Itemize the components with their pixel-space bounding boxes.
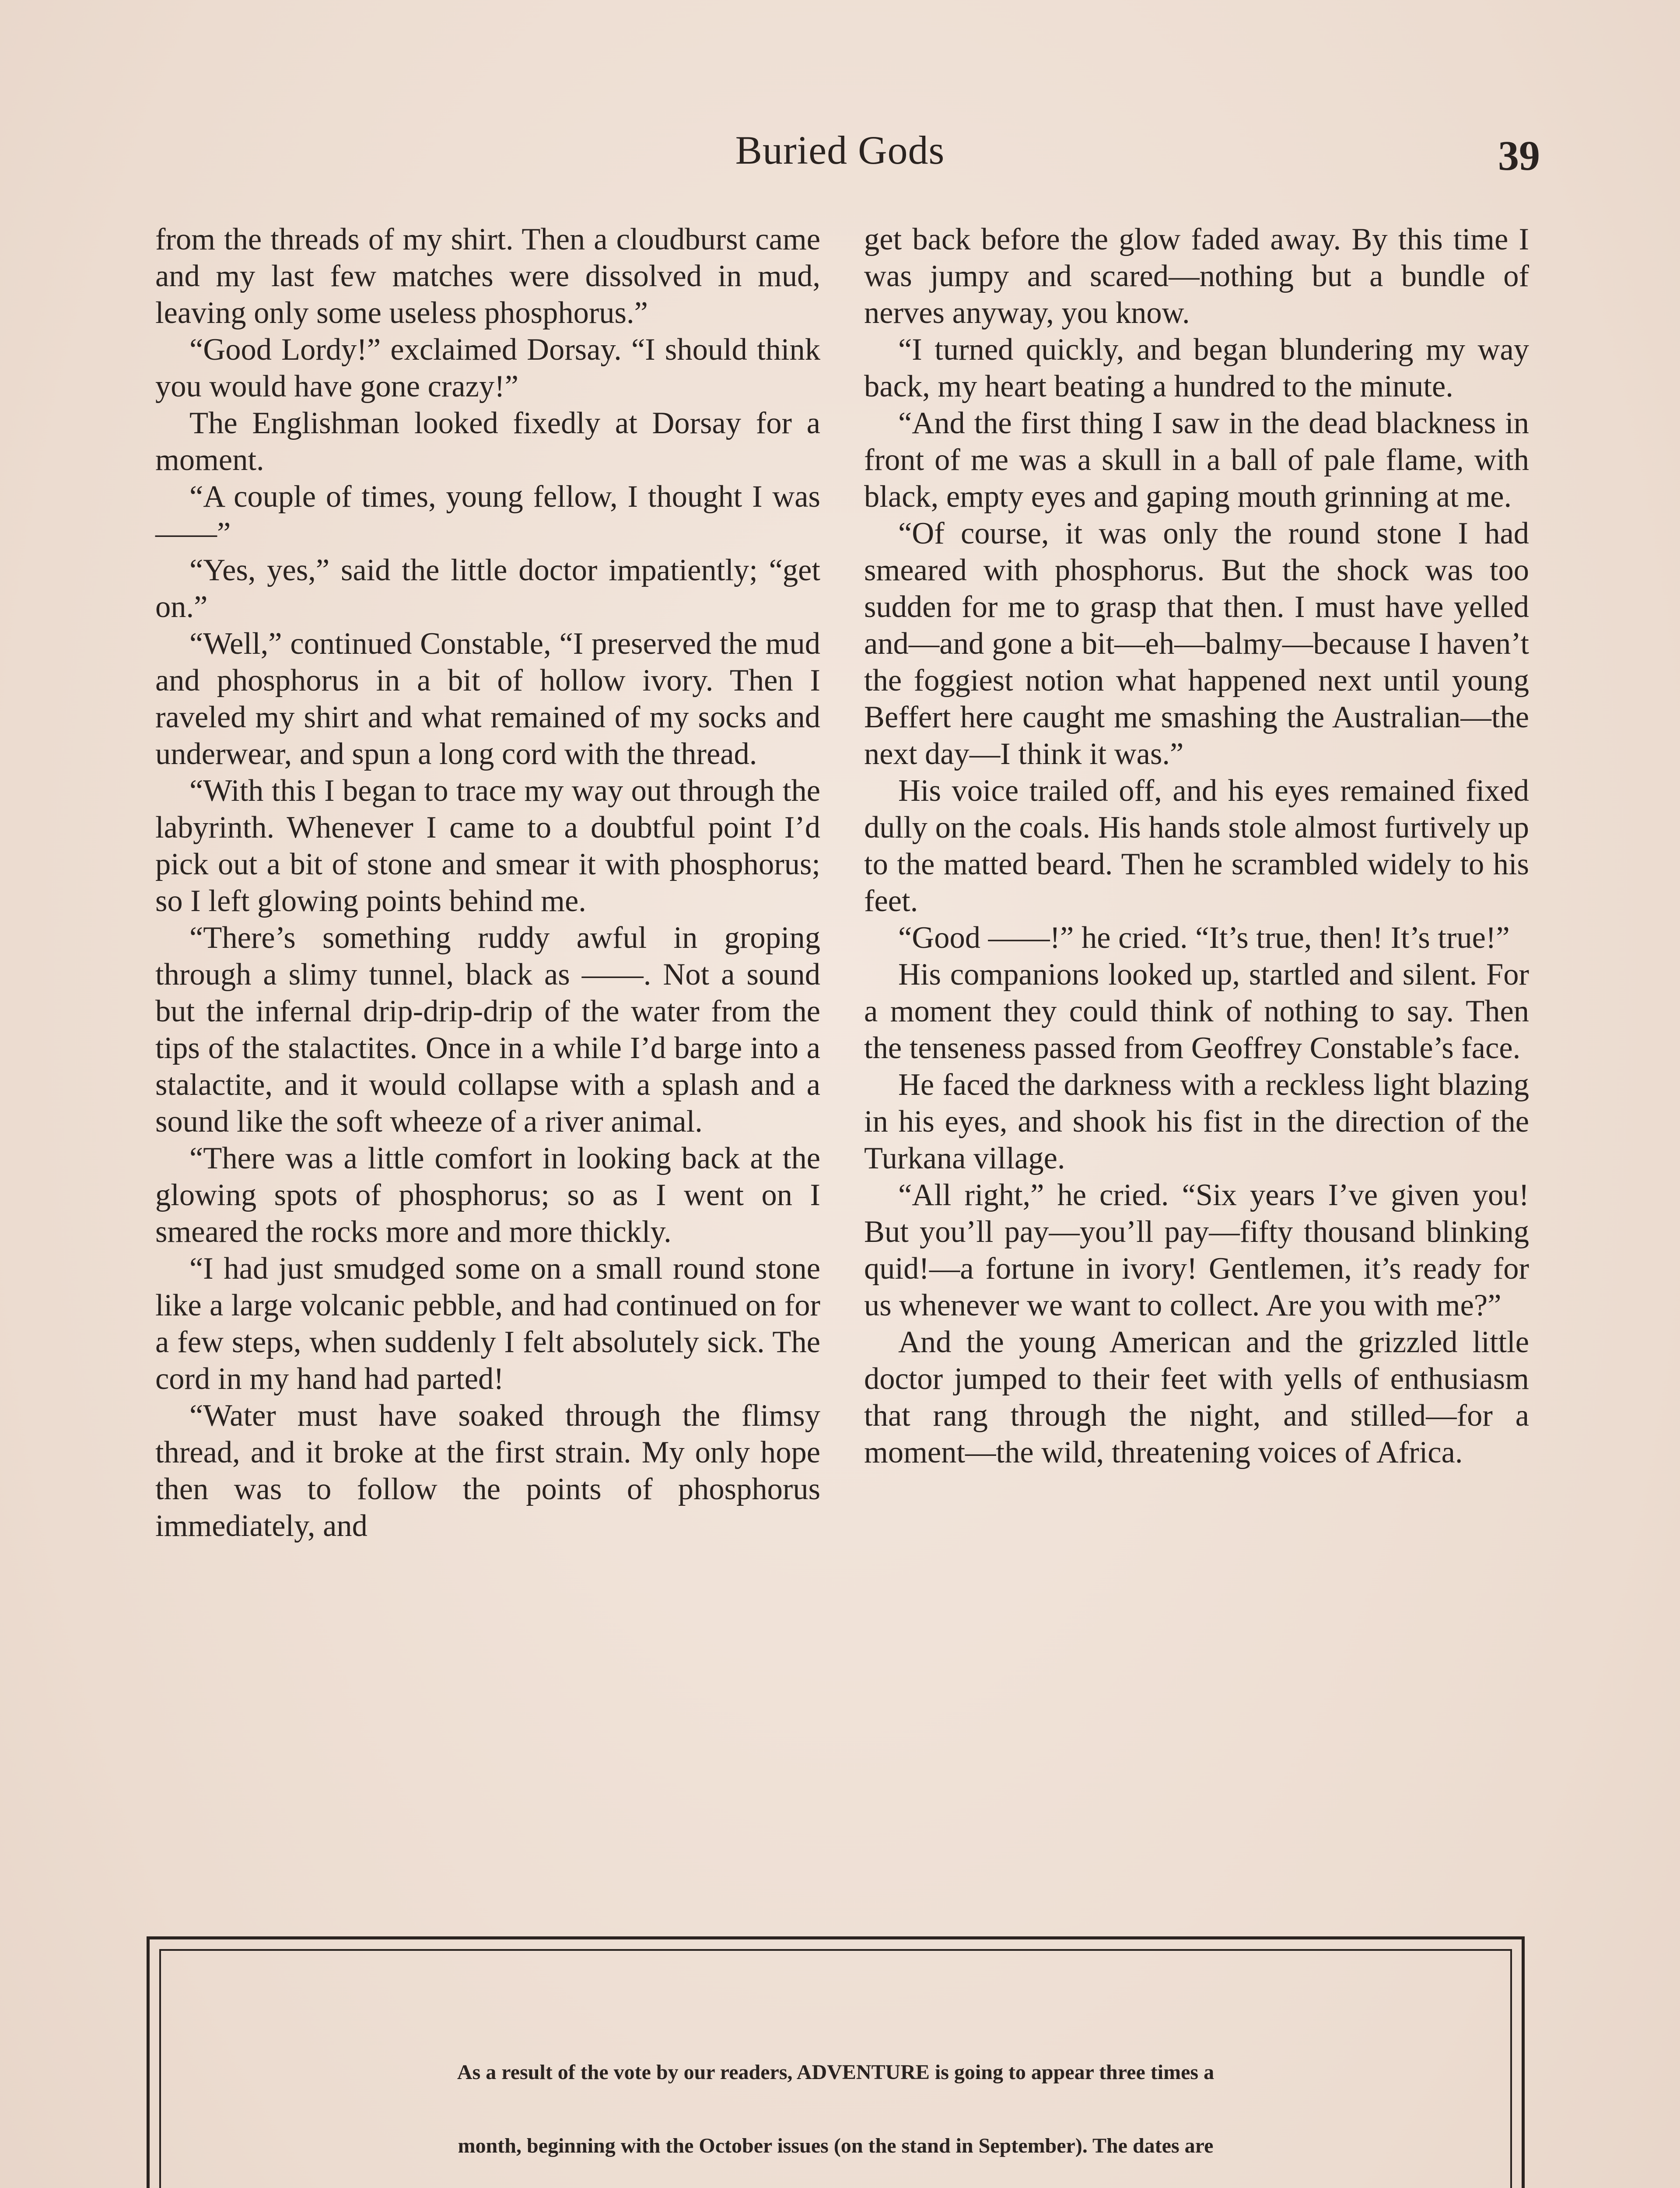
announcement-line bbox=[150, 2183, 1522, 2188]
paragraph: “I turned quickly, and began blundering my way back, my heart beating a hundred to the minute. bbox=[864, 333, 1529, 403]
paragraph: “Well,” continued Constable, “I preserved the mud and phosphorus in a bit of hollow ivory. Then I raveled my shirt and what remained of my socks and underwear, and spun a long cord with the thread. bbox=[155, 627, 820, 771]
paragraph: His voice trailed off, and his eyes remained fixed dully on the coals. His hands stole almost furtively up to the matted beard. Then he scrambled widely to his feet. bbox=[864, 774, 1529, 918]
paragraph: The Englishman looked fixedly at Dorsay for a moment. bbox=[155, 406, 820, 477]
paragraph: get back before the glow faded away. By this time I was jumpy and scared—nothing but a bundle of nerves anyway, you know. bbox=[864, 222, 1529, 330]
paragraph: “Of course, it was only the round stone I had smeared with phosphorus. But the shock was too sudden for me to grasp that then. I must have yelled and—and gone a bit—eh—balmy—because I haven’t the foggiest notion what happened next until young Beffert here caught me smashing the Australian—the next day—I think it was.” bbox=[864, 516, 1529, 771]
paragraph: “There was a little comfort in looking back at the glowing spots of phosphorus; so as I went on I smeared the rocks more and more thickly. bbox=[155, 1141, 820, 1249]
paragraph: “And the first thing I saw in the dead blackness in front of me was a skull in a ball of pale flame, with black, empty eyes and gaping mouth grinning at me. bbox=[864, 406, 1529, 514]
text-column-left bbox=[155, 221, 820, 1544]
paragraph: And the young American and the grizzled little doctor jumped to their feet with yells of enthusiasm that rang through the night, and stilled—for a moment—the wild, threatening voices of Africa. bbox=[864, 1325, 1529, 1469]
paragraph: “I had just smudged some on a small round stone like a large volcanic pebble, and had continued on for a few steps, when suddenly I felt absolutely sick. The cord in my hand had parted! bbox=[155, 1252, 820, 1396]
announcement-text bbox=[150, 2036, 1522, 2188]
paragraph: from the threads of my shirt. Then a cloudburst came and my last few matches were dissolved in mud, leaving only some useless phosphorus.” bbox=[155, 222, 820, 330]
paragraph: He faced the darkness with a reckless light blazing in his eyes, and shook his fist in the direction of the Turkana village. bbox=[864, 1068, 1529, 1175]
paragraph: “There’s something ruddy awful in groping through a slimy tunnel, black as ——. Not a sound but the infernal drip-drip-drip of the water from the tips of the stalactites. Once in a while I’d barge into a stalactite, and it would collapse with a splash and a sound like the soft wheeze of a river animal. bbox=[155, 921, 820, 1139]
page-number: 39 bbox=[1498, 132, 1540, 179]
paragraph: “A couple of times, young fellow, I thought I was——” bbox=[155, 480, 820, 551]
paragraph: “Good ——!” he cried. “It’s true, then! It’s true!” bbox=[898, 921, 1510, 955]
paragraph: “All right,” he cried. “Six years I’ve given you! But you’ll pay—you’ll pay—fifty thousand blinking quid!—a fortune in ivory! Gentlemen, it’s ready for us whenever we want to collect. Are you with me?” bbox=[864, 1178, 1529, 1322]
announcement-box bbox=[147, 1936, 1525, 2188]
announcement-line: As a result of the vote by our readers, ADVENTURE is going to appear three times a bbox=[457, 2061, 1214, 2084]
paragraph: “Good Lordy!” exclaimed Dorsay. “I should think you would have gone crazy!” bbox=[155, 333, 820, 403]
paragraph: His companions looked up, startled and silent. For a moment they could think of nothing to say. Then the tenseness passed from Geoffrey Constable’s face. bbox=[864, 957, 1529, 1065]
paragraph: “Water must have soaked through the flimsy thread, and it broke at the first strain. My only hope then was to follow the points of phosphorus immediately, and bbox=[155, 1399, 820, 1543]
text-column-right bbox=[864, 221, 1529, 1471]
running-title: Buried Gods bbox=[735, 128, 945, 172]
announcement-line: month, beginning with the October issues (on the stand in September). The dates are bbox=[458, 2134, 1214, 2157]
paragraph: “Yes, yes,” said the little doctor impatiently; “get on.” bbox=[155, 553, 820, 624]
paragraph: “With this I began to trace my way out through the labyrinth. Whenever I came to a doubtful point I’d pick out a bit of stone and smear it with phosphorus; so I left glowing points behind me. bbox=[155, 774, 820, 918]
